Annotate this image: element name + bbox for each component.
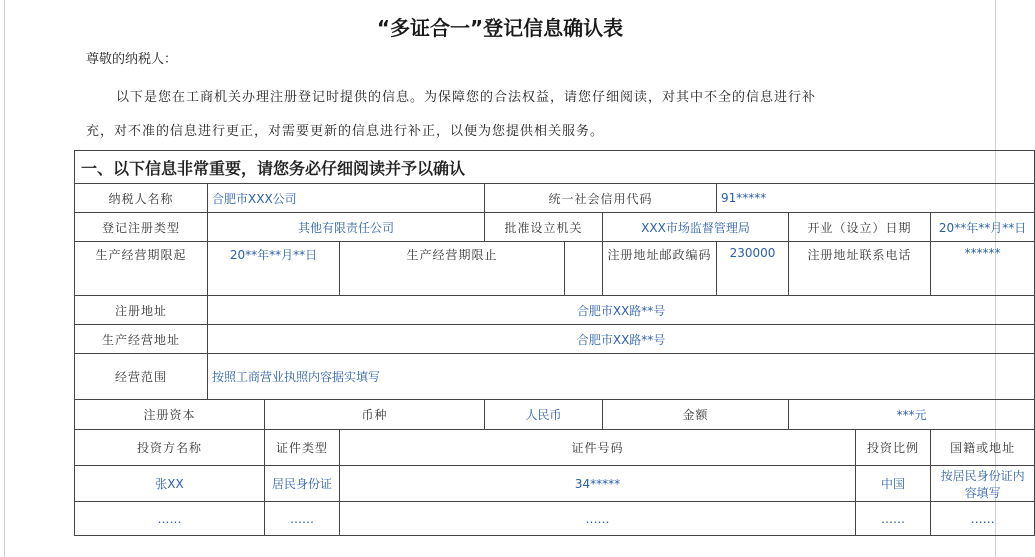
biz-address-value: 合肥市XX路**号 [208, 325, 1035, 354]
id-number-cell: …… [340, 502, 856, 536]
greeting: 尊敬的纳税人： [86, 52, 178, 67]
period-end-value [565, 242, 603, 296]
document-title: “多证合一”登记信息确认表 [376, 16, 624, 40]
period-end-label: 生产经营期限止 [340, 242, 565, 296]
id-number-header: 证件号码 [340, 430, 856, 466]
registration-form-table [74, 150, 1035, 536]
capital-label: 注册资本 [75, 400, 265, 430]
open-date-label: 开业（设立）日期 [789, 213, 931, 242]
phone-label: 注册地址联系电话 [789, 242, 931, 296]
table-row [75, 502, 1035, 536]
open-date-value: 20**年**月**日 [931, 213, 1035, 242]
phone-value: ****** [931, 242, 1035, 296]
amount-label: 金额 [603, 400, 789, 430]
table-row [75, 466, 1035, 502]
scope-label: 经营范围 [75, 354, 208, 400]
id-type-cell: 居民身份证 [265, 466, 340, 502]
approval-org-value: XXX市场监督管理局 [603, 213, 789, 242]
nationality-cell: …… [931, 502, 1035, 536]
ratio-cell: 中国 [856, 466, 931, 502]
id-type-cell: …… [265, 502, 340, 536]
credit-code-label: 统一社会信用代码 [485, 184, 717, 213]
taxpayer-name-label: 纳税人名称 [75, 184, 208, 213]
id-type-header: 证件类型 [265, 430, 340, 466]
postcode-label: 注册地址邮政编码 [603, 242, 717, 296]
investor-name-cell: …… [75, 502, 265, 536]
investor-name-cell: 张XX [75, 466, 265, 502]
credit-code-value: 91***** [717, 184, 1035, 213]
nationality-header: 国籍或地址 [931, 430, 1035, 466]
ratio-cell: …… [856, 502, 931, 536]
taxpayer-name-value: 合肥市XXX公司 [208, 184, 485, 213]
id-number-cell: 34***** [340, 466, 856, 502]
period-start-label: 生产经营期限起 [75, 242, 208, 296]
approval-org-label: 批准设立机关 [485, 213, 603, 242]
reg-address-label: 注册地址 [75, 296, 208, 325]
reg-type-label: 登记注册类型 [75, 213, 208, 242]
currency-label: 币种 [265, 400, 485, 430]
intro-paragraph-line-2: 充，对不准的信息进行更正，对需要更新的信息进行补正，以便为您提供相关服务。 [86, 124, 605, 139]
nationality-cell: 按居民身份证内容填写 [931, 466, 1035, 502]
period-start-value: 20**年**月**日 [208, 242, 340, 296]
page-left-edge [4, 0, 5, 557]
scope-value: 按照工商营业执照内容据实填写 [208, 354, 1035, 400]
investor-name-header: 投资方名称 [75, 430, 265, 466]
reg-address-value: 合肥市XX路**号 [208, 296, 1035, 325]
currency-value: 人民币 [485, 400, 603, 430]
amount-value: ***元 [789, 400, 1035, 430]
ratio-header: 投资比例 [856, 430, 931, 466]
section-title: 一、以下信息非常重要，请您务必仔细阅读并予以确认 [75, 151, 1035, 184]
postcode-value: 230000 [717, 242, 789, 296]
intro-paragraph-line-1: 以下是您在工商机关办理注册登记时提供的信息。为保障您的合法权益，请您仔细阅读，对其中不全的信息进行补 [116, 90, 817, 105]
biz-address-label: 生产经营地址 [75, 325, 208, 354]
reg-type-value: 其他有限责任公司 [208, 213, 485, 242]
